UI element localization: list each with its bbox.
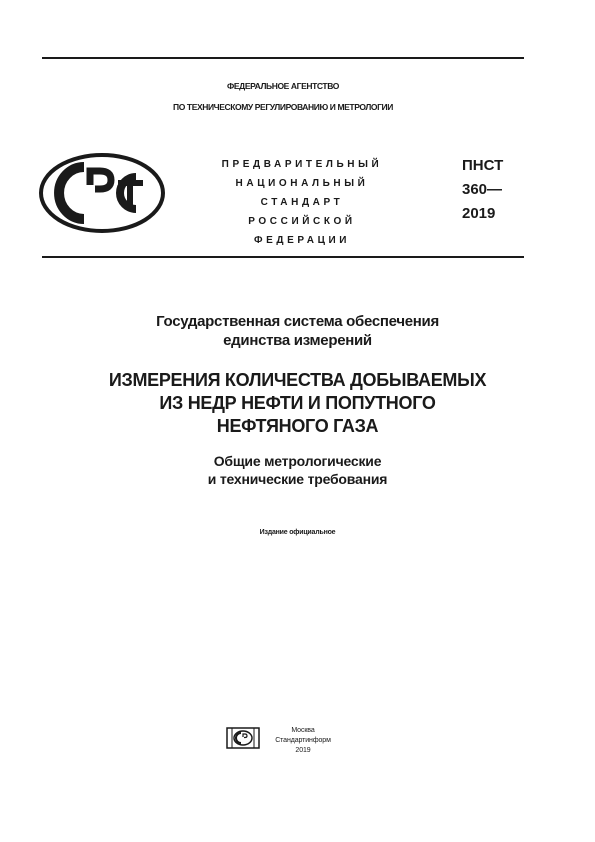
document-title — [42, 369, 553, 438]
series-title — [42, 312, 553, 350]
standard-type-line: НАЦИОНАЛЬНЫЙ — [235, 178, 369, 189]
agency-name-line1: ФЕДЕРАЛЬНОЕ АГЕНТСТВО — [227, 81, 339, 91]
designation-year: 2019 — [462, 205, 496, 222]
standard-type-line: ПРЕДВАРИТЕЛЬНЫЙ — [221, 159, 383, 170]
edition-note: Издание официальное — [259, 529, 336, 536]
designation-code: ПНСТ — [462, 157, 504, 174]
standard-type-line: ФЕДЕРАЦИИ — [253, 235, 351, 246]
publisher-name: Стандартинформ — [275, 737, 331, 744]
top-rule — [42, 57, 524, 59]
title-line: ИЗМЕРЕНИЯ КОЛИЧЕСТВА ДОБЫВАЕМЫХ — [108, 370, 487, 390]
publisher-year: 2019 — [295, 747, 311, 754]
series-line: единства измерений — [223, 332, 372, 349]
publisher-city: Москва — [291, 727, 315, 734]
series-line: Государственная система обеспечения — [156, 313, 439, 330]
rst-logo-icon — [38, 152, 166, 234]
standard-type — [195, 155, 409, 250]
publisher-imprint — [267, 726, 339, 756]
title-line: ИЗ НЕДР НЕФТИ И ПОПУТНОГО — [159, 393, 436, 413]
middle-rule — [42, 256, 524, 258]
title-line: НЕФТЯНОГО ГАЗА — [216, 416, 379, 436]
agency-name-line2: ПО ТЕХНИЧЕСКОМУ РЕГУЛИРОВАНИЮ И МЕТРОЛОГИИ — [173, 102, 393, 112]
designation-number: 360— — [462, 181, 503, 198]
subtitle-line: Общие метрологические — [213, 453, 382, 469]
publisher-logo-icon — [226, 727, 260, 749]
standard-type-line: СТАНДАРТ — [260, 197, 344, 208]
standard-type-line: РОССИЙСКОЙ — [248, 216, 356, 227]
subtitle-line: и технические требования — [207, 471, 388, 487]
document-subtitle — [42, 452, 553, 488]
standard-designation — [462, 154, 503, 226]
